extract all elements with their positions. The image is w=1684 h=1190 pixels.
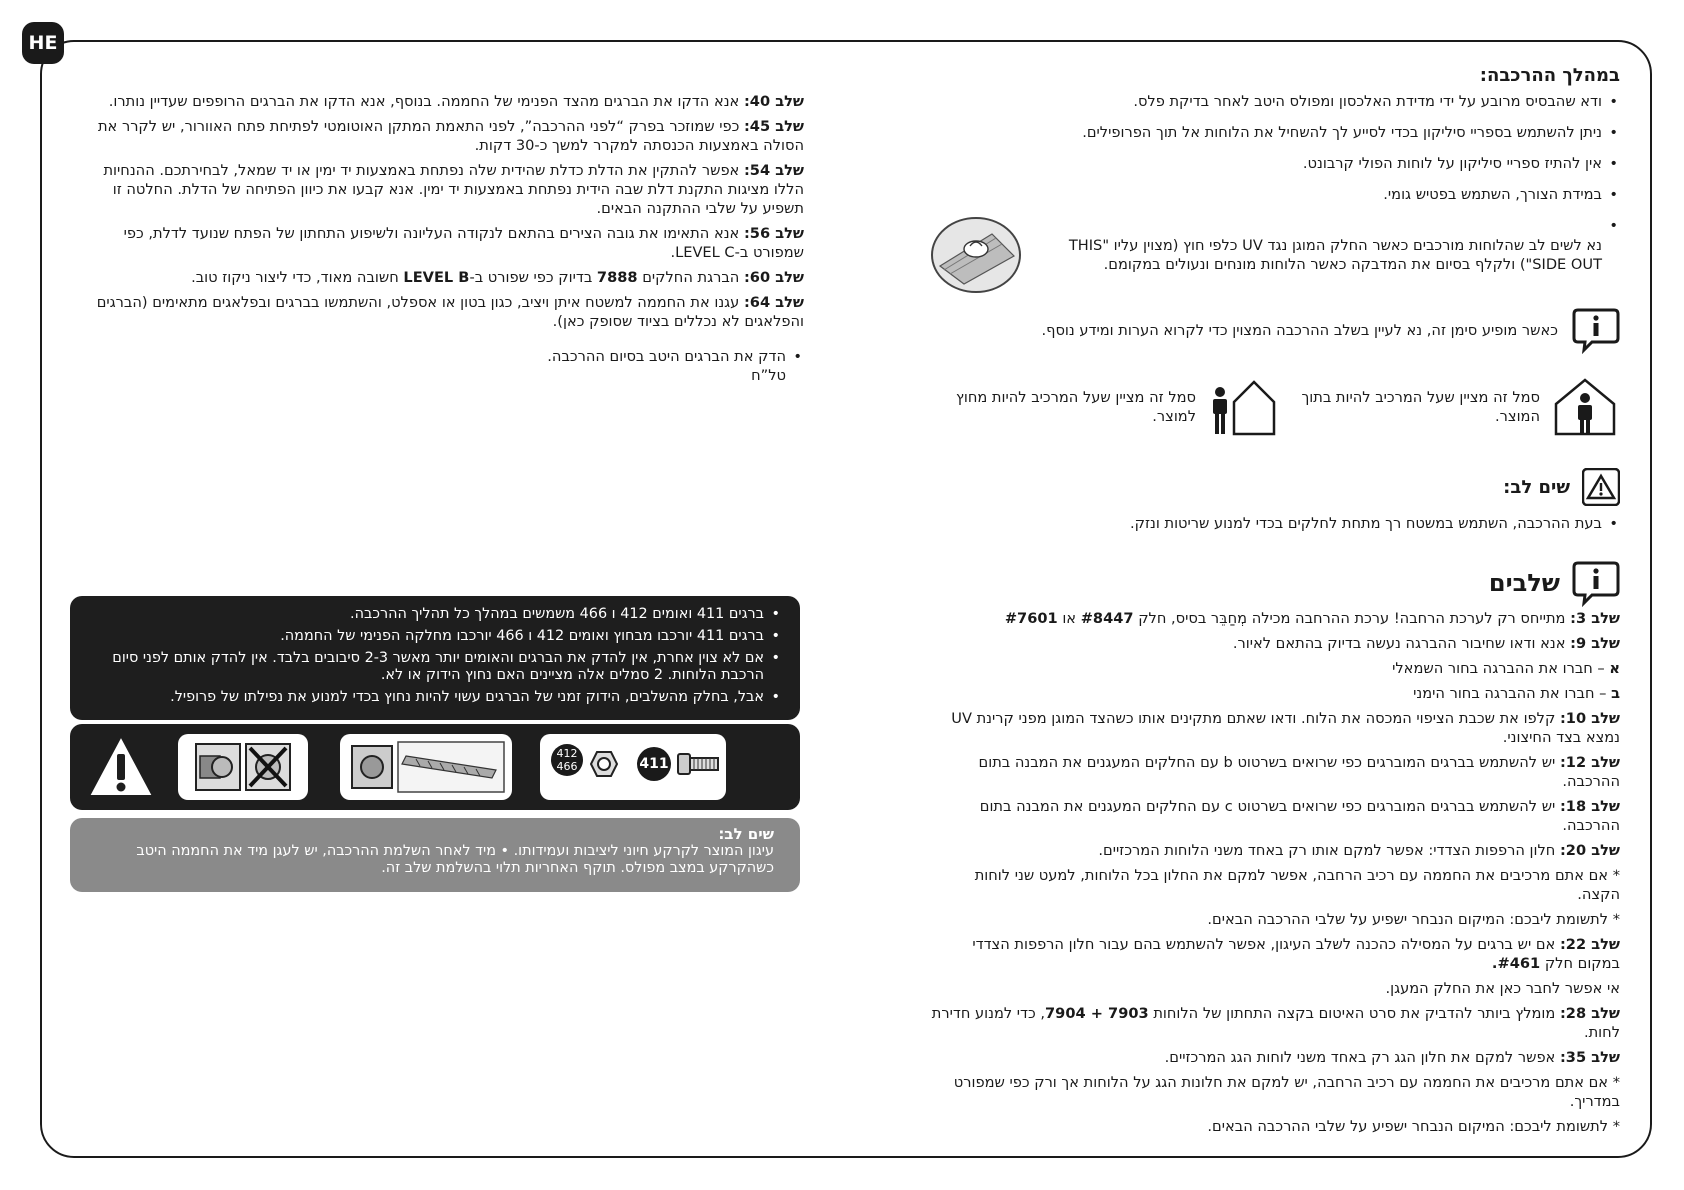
assembly-bullet: • במידת הצורך, השתמש בפטיש גומי.: [930, 185, 1620, 204]
tighten-bullet-text: • הדק את הברגים היטב בסיום ההרכבה.: [547, 348, 786, 365]
step-20-note: * לתשומת ליבכם: המיקום הנבחר ישפיע על שלבי ההרכבה הבאים.: [1207, 911, 1620, 928]
profile-bolt-panel: [340, 734, 512, 800]
warning-triangle-icon: [1582, 468, 1620, 506]
step-20-note: * אם אתם מרכיבים את החממה עם רכיב הרחבה, אפשר למקם את החלון בכל הלוחות, למעט שני לוחות הקצה.: [974, 867, 1620, 903]
step-22: שלב 22: אם יש ברגים על המסילה כהכנה לשלב העיגון, אפשר להשתמש בהם עבור חלון הרפפות הצדדי במקום חלק #461.: [972, 936, 1620, 972]
step-22-note: אי אפשר לחבר כאן את החלק המעגן.: [1385, 980, 1620, 997]
assembly-bullets: [930, 92, 1620, 294]
symbol-outside-text: סמל זה מציין שעל המרכיב להיות מחוץ למוצר.: [956, 389, 1196, 425]
fasteners-item: • ברגים 411 ואומים 412 ו 466 משמשים במהלך כל תהליך ההרכבה.: [88, 606, 782, 623]
step-60: שלב 60: הברגת החלקים 7888 בדיוק כפי שפורט ב-LEVEL B חשובה מאוד, כדי ליצור ניקוז טוב.: [191, 269, 804, 286]
step-56: שלב 56: אנא התאימו את גובה הצירים בהתאם לנקודה העליונה ולשיפוע התחתון של הפתח שנועד לדלת, כפי שמפורט ב-LEVEL C.: [123, 225, 804, 261]
person-inside-house-icon: [1550, 376, 1620, 438]
nut-number-top: 412: [556, 747, 578, 760]
step-9-b: ב – חברו את ההברגה בחור הימני: [1413, 685, 1620, 702]
bolt-nut-panel: [540, 734, 726, 800]
step-20: שלב 20: חלון הרפפות הצדדי: אפשר למקם אותו רק באחד משני הלוחות המרכזיים.: [1098, 842, 1620, 859]
attention-heading: [930, 468, 1620, 506]
fasteners-item: • אם לא צוין אחרת, אין להדק את הברגים והאומים יותר מאשר 2-3 סיבובים בלבד. אין להדק אותם לפני סיום הרכבת הלוחות. 2 סמלים אלה מציינים האם נחוץ הידוק או לא.: [88, 650, 782, 684]
steps-heading: [930, 559, 1620, 607]
step-28: שלב 28: מומלץ ביותר להדביק את סרט האיטום בקצה התחתון של הלוחות 7903 + 7904, כדי למנוע חדירת לחות.: [931, 1005, 1620, 1041]
symbol-outside: [946, 376, 1276, 438]
info-note-text: כאשר מופיע סימן זה, נא לעיין בשלב ההרכבה המצוין כדי לקרוא הערות ומידע נוסף.: [1041, 321, 1558, 339]
tighten-symbols-panel: [178, 734, 308, 800]
fasteners-icon-strip: [70, 724, 800, 810]
step-35-note: * אם אתם מרכיבים את החממה עם רכיב הרחבה, יש למקם את חלונות הגג על הלוחות אך ורק כפי שמפורט במדריך.: [953, 1074, 1620, 1110]
assembly-bullet: • אין להתיז ספריי סיליקון על לוחות הפולי קרבונט.: [930, 154, 1620, 173]
step-35: שלב 35: אפשר למקם את חלון הגג רק באחד משני לוחות הגג המרכזיים.: [1164, 1049, 1620, 1066]
anchoring-note-title: שים לב:: [718, 825, 774, 843]
bolt-icon: [676, 750, 720, 778]
fasteners-item: • ברגים 411 יורכבו מבחוץ ואומים 412 ו 466 יורכבו מחלקה הפנימי של החממה.: [88, 628, 782, 645]
symbol-inside-text: סמל זה מציין שעל המרכיב להיות בתוך המוצר.: [1301, 389, 1540, 425]
anchoring-note-text: עיגון המוצר לקרקע חיוני ליציבות ועמידותו. • מיד לאחר השלמת ההרכבה, יש לעגן מיד את החממה היטב כשהקרקע במצב מפולס. תוקף האחריות תלוי בהשלמת שלב זה.: [136, 843, 774, 876]
step-40: שלב 40: אנא הדקו את הברגים מהצד הפנימי של החממה. בנוסף, אנא הדקו את הברגים הרופפים שעדיין נותרו.: [108, 93, 804, 110]
step-64: שלב 64: עגנו את החממה למשטח איתן ויציב, כגון בטון או אספלט, והשתמשו בברגים ובפלאגים מתאימים (הברגים והפלאגים לא נכללים בציוד שסופק כאן).: [96, 294, 804, 330]
steps-list: [930, 609, 1620, 1136]
step-12: שלב 12: יש להשתמש בברגים המוברגים כפי שרואים בשרטוט b עם החלקים המעגנים את המבנה בתום ההרכבה.: [978, 754, 1620, 790]
step-54: שלב 54: אפשר להתקין את הדלת כדלת שהידית שלה נפתחת באמצעות יד ימין או יד שמאל, לבחירתכם. ההנחיות הללו מציגות התקנת דלת שבה הידית נפתחת באמצעות יד ימין. אנא קבעו את כיוון הפתיחה של הדלת. החלטה זו תשפיע על שלבי ההתקנה הבאים.: [103, 162, 804, 217]
step-3: שלב 3: מתייחס רק לערכת הרחבה! ערכת ההרחבה מכילה מְחַבֵּר בסיס, חלק #8447 או #7601: [1004, 610, 1620, 627]
fasteners-item: • אבל, בחלק מהשלבים, הידוק זמני של הברגים עשוי להיות נחוץ בכדי למנוע את נפילתו של פרופיל.: [88, 689, 782, 706]
profile-bolt-illustration-icon: [340, 734, 512, 800]
person-outside-house-icon: [1206, 376, 1276, 438]
symbols-row: [930, 376, 1620, 438]
step-45: שלב 45: כפי שמוזכר בפרק “לפני ההרכבה”, לפני התאמת המתקן האוטומטי לפתיחת פתח האוורור, יש לקרר את הסולה באמצעות הכנסתה למקרר למשך כ-30 דקות.: [97, 118, 804, 154]
warning-exclamation-icon: [86, 732, 156, 802]
attention-title: שים לב:: [1503, 476, 1570, 498]
tighten-and-no-tighten-icon: [178, 734, 308, 800]
steps-title: שלבים: [1488, 568, 1560, 597]
step-9: שלב 9: אנא ודאו שחיבור ההברגה נעשה בדיוק בהתאם לאיור.: [1232, 635, 1620, 652]
step-18: שלב 18: יש להשתמש בברגים המוברגים כפי שרואים בשרטוט c עם החלקים המעגנים את המבנה בתום ההרכבה.: [979, 798, 1620, 834]
assembly-title: במהלך ההרכבה:: [1479, 65, 1620, 86]
symbol-inside: [1290, 376, 1620, 438]
info-speech-icon: [1572, 306, 1620, 354]
tighten-bullet: [504, 347, 804, 385]
right-column: [930, 64, 1620, 1142]
info-note-row: [930, 306, 1620, 354]
assembly-bullet: • ודא שהבסיס מרובע על ידי מדידת האלכסון ומפולס היטב לאחר בדיקת פלס.: [930, 92, 1620, 111]
uv-note: • נא לשים לב שהלוחות מורכבים כאשר החלק המוגן נגד UV כלפי חוץ (מצוין עליו "THIS SIDE OUT") ולקלף בסיום את המדבקה כאשר הלוחות מונחים ונעולים במקומם.: [1068, 237, 1602, 273]
uv-sticker-peel-icon: [930, 216, 1022, 294]
fasteners-info-box: [70, 596, 800, 720]
info-speech-icon: [1572, 559, 1620, 607]
step-10: שלב 10: קלפו את שכבת הציפוי המכסה את הלוח. ודאו שאתם מתקינים אותו כשהצד המוגן מפני קרינת UV נמצא בצד החיצוני.: [951, 710, 1620, 746]
bolt-number: 411: [639, 756, 669, 772]
tighten-bullet-note: טל”ח: [751, 367, 786, 384]
attention-bullet: • בעת ההרכבה, השתמש במשטח רך מתחת לחלקים בכדי למנוע שריטות ונזק.: [930, 514, 1620, 533]
anchoring-note-box: [70, 818, 800, 892]
assembly-bullet-uv: [930, 216, 1620, 294]
assembly-bullet: • ניתן להשתמש בספריי סיליקון בכדי לסייע לך להשחיל את הלוחות אל תוך הפרופילים.: [930, 123, 1620, 142]
attention-bullets: [930, 514, 1620, 533]
left-column: [74, 92, 804, 385]
language-badge: HE: [22, 22, 64, 64]
nut-icon: [590, 750, 618, 778]
step-35-note: * לתשומת ליבכם: המיקום הנבחר ישפיע על שלבי ההרכבה הבאים.: [1207, 1118, 1620, 1135]
nut-number-bottom: 466: [556, 760, 578, 773]
step-9-a: א – חברו את ההברגה בחור השמאלי: [1392, 660, 1620, 677]
